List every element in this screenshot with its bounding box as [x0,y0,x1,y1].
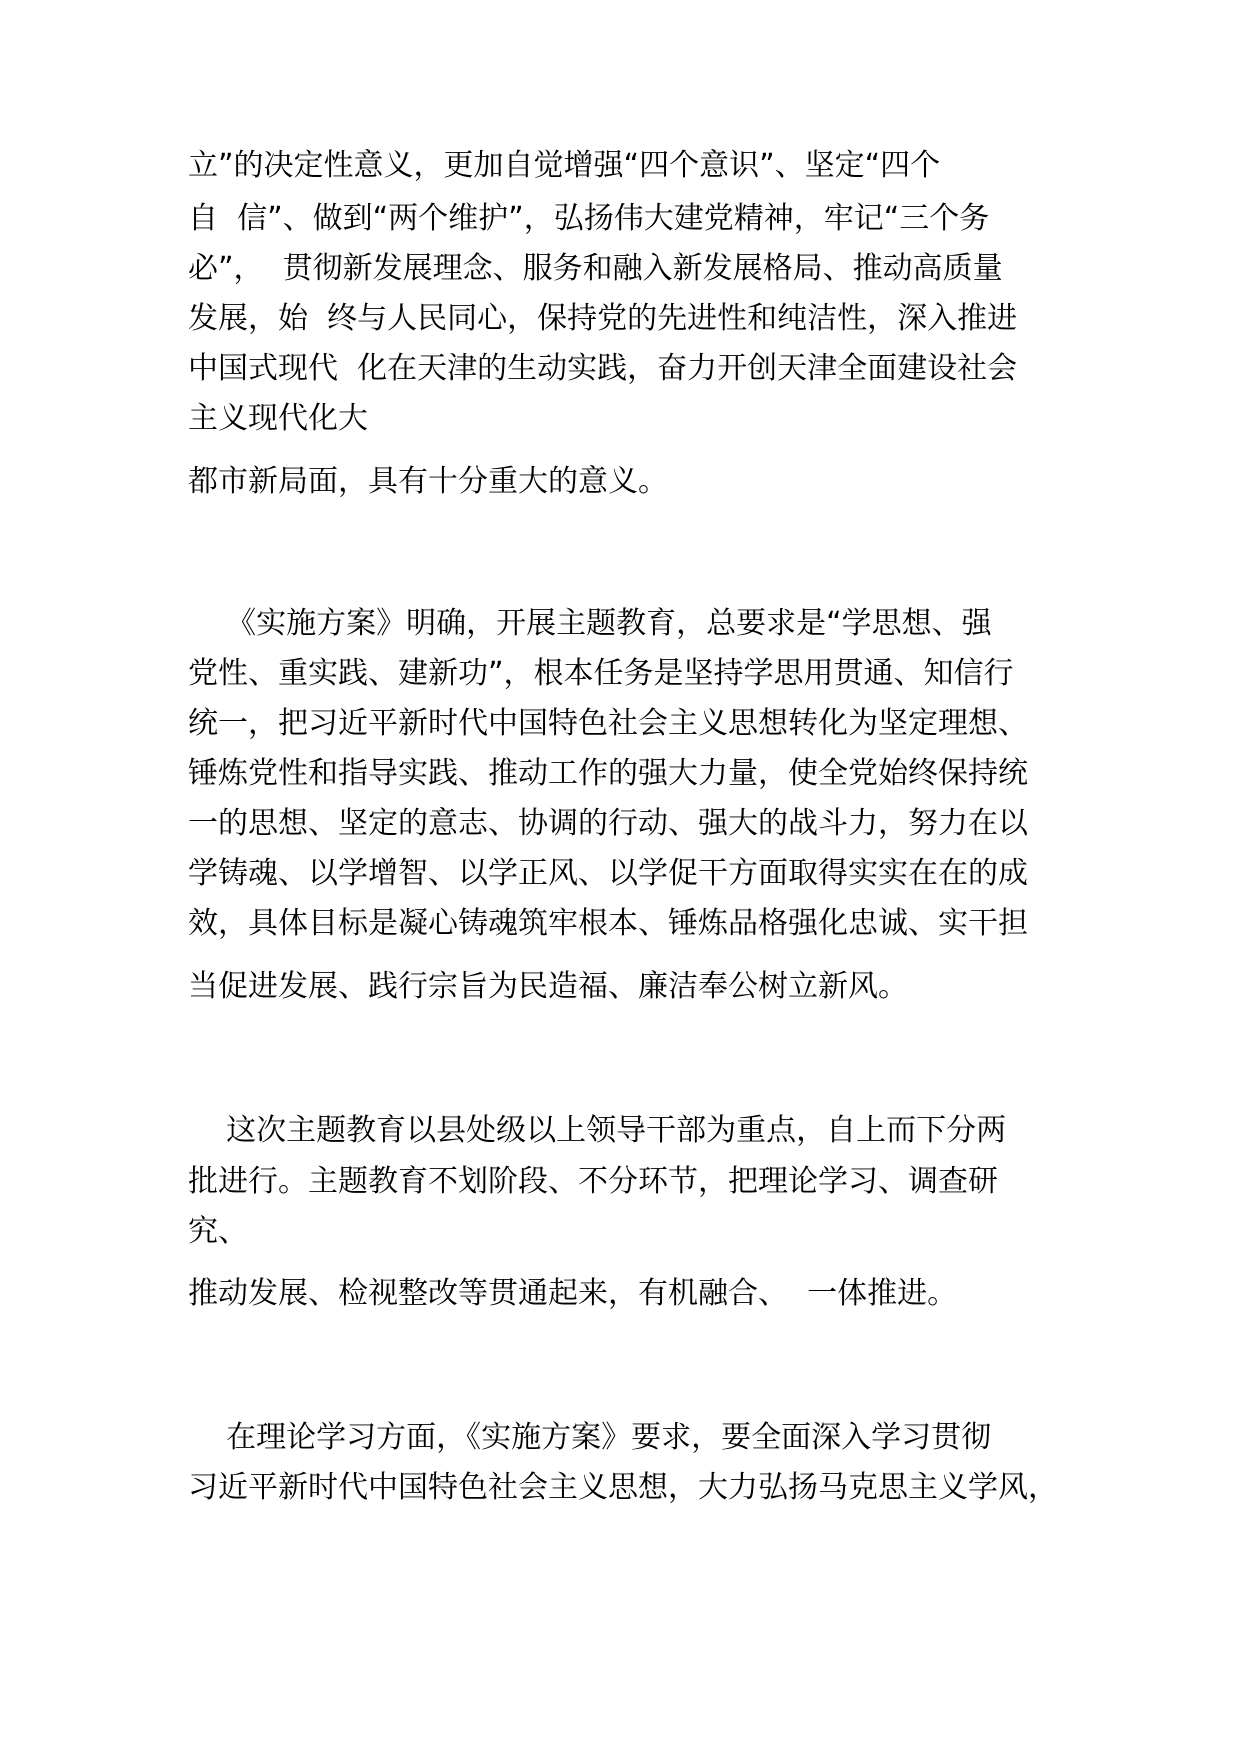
text-line: 中国式现代 化在天津的生动实践，奋力开创天津全面建设社会 [188,351,1018,386]
text-line: 在理论学习方面，《实施方案》要求，要全面深入学习贯彻 [188,1420,992,1455]
text-line: 党性、重实践、建新功”，根本任务是坚持学思用贯通、知信行 [188,656,1014,691]
text-line: 学铸魂、以学增智、以学正风、以学促干方面取得实实在在的成 [188,856,1028,891]
text-line: 必”， 贯彻新发展理念、服务和融入新发展格局、推动高质量 [188,251,1003,286]
text-line: 这次主题教育以县处级以上领导干部为重点，自上而下分两 [188,1113,1007,1148]
text-line: 立”的决定性意义，更加自觉增强“四个意识”、坚定“四个 [188,148,941,183]
text-line: 一的思想、坚定的意志、协调的行动、强大的战斗力，努力在以 [188,806,1028,841]
text-line: 都市新局面，具有十分重大的意义。 [188,464,668,499]
text-line: 主义现代化大 [188,401,368,436]
text-line: 批进行。主题教育不划阶段、不分环节，把理论学习、调查研 [188,1164,998,1199]
text-line: 统一，把习近平新时代中国特色社会主义思想转化为坚定理想、 [188,706,1028,741]
text-line: 锤炼党性和指导实践、推动工作的强大力量，使全党始终保持统 [188,756,1028,791]
text-line: 效，具体目标是凝心铸魂筑牢根本、锤炼品格强化忠诚、实干担 [188,906,1028,941]
text-line: 习近平新时代中国特色社会主义思想，大力弘扬马克思主义学风， [188,1470,1058,1505]
text-line: 究、 [188,1214,248,1249]
text-line: 自 信”、做到“两个维护”，弘扬伟大建党精神，牢记“三个务 [188,201,990,236]
text-line: 推动发展、检视整改等贯通起来，有机融合、 一体推进。 [188,1276,958,1311]
text-line: 《实施方案》明确，开展主题教育，总要求是“学思想、强 [188,606,992,641]
text-line: 发展，始 终与人民同心，保持党的先进性和纯洁性，深入推进 [188,301,1018,336]
text-line: 当促进发展、践行宗旨为民造福、廉洁奉公树立新风。 [188,969,908,1004]
